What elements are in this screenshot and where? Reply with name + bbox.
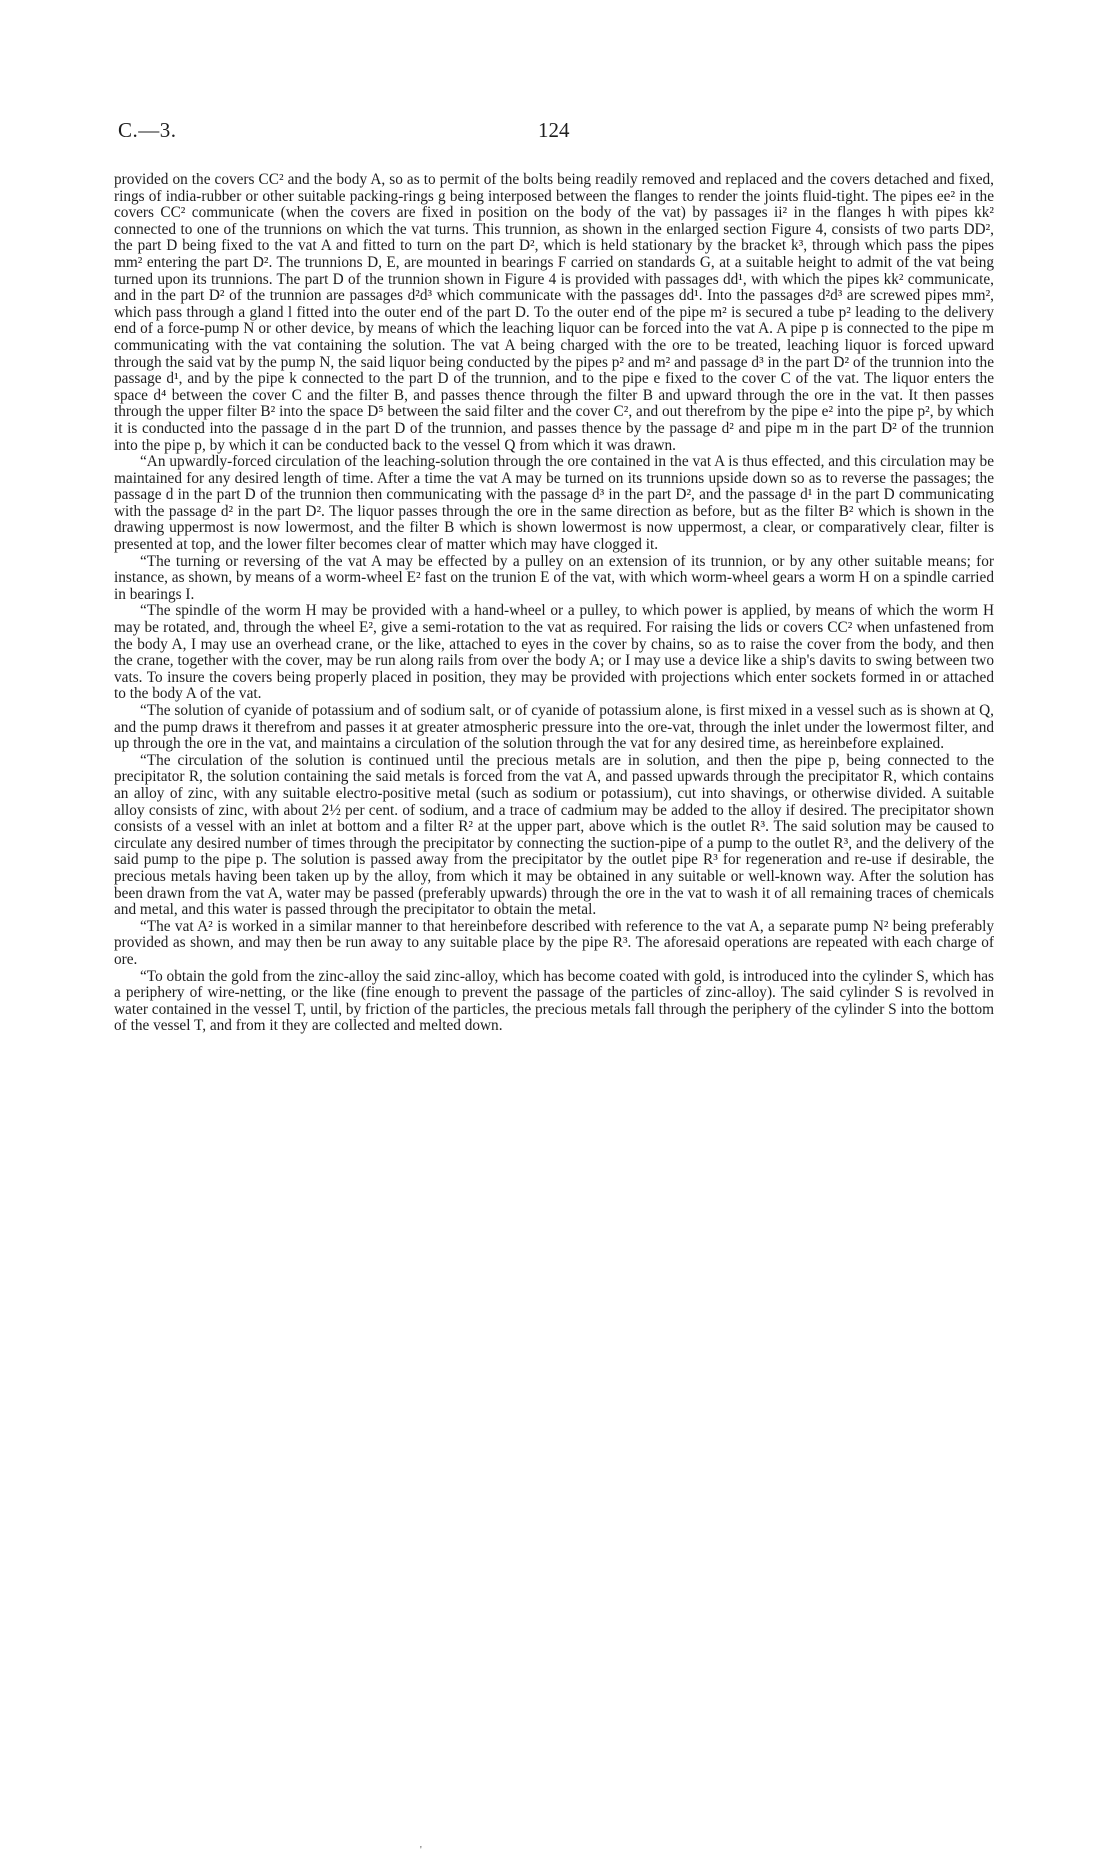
page-header <box>118 118 998 148</box>
paragraph-7: “The vat A² is worked in a similar manner to that hereinbefore described with reference to the vat A, a separate pump N² being preferably provided as shown, and may then be run away to any suitable place by the pipe R³. The aforesaid operations are repeated with each charge of ore. <box>114 917 994 968</box>
paragraph-3: “The turning or reversing of the vat A may be effected by a pulley on an extension of its trunnion, or by any other suitable means; for instance, as shown, by means of a worm-wheel E² fast on the trunion E of the vat, with which worm-wheel gears a worm H on a spindle carried in bearings I. <box>114 552 994 603</box>
paragraph-8: “To obtain the gold from the zinc-alloy the said zinc-alloy, which has become coated with gold, is introduced into the cylinder S, which has a periphery of wire-netting, or the like (fine enough to prevent the passage of the particles of zinc-alloy). The said cylinder S is revolved in water contained in the vessel T, until, by friction of the particles, the precious metals fall through the periphery of the cylinder S into the bottom of the vessel T, and from it they are collected and melted down. <box>114 967 994 1035</box>
paragraph-4: “The spindle of the worm H may be provided with a hand-wheel or a pulley, to which power is applied, by means of which the worm H may be rotated, and, through the wheel E², give a semi-rotation to the vat as required. For raising the lids or covers CC² when unfastened from the body A, I may use an overhead crane, or the like, attached to eyes in the cover by chains, so as to raise the cover from the body, and then the crane, together with the cover, may be run along rails from over the body A; or I may use a device like a ship's davits to swing between two vats. To insure the covers being properly placed in position, they may be provided with projections which enter sockets formed in or attached to the body A of the vat. <box>114 602 994 703</box>
page-body <box>114 172 994 1035</box>
page-number: 124 <box>538 118 570 142</box>
printer-mark: ' <box>420 1845 422 1856</box>
paragraph-1: provided on the covers CC² and the body A, so as to permit of the bolts being readily removed and replaced and the covers detached and fixed, rings of india-rubber or other suitable packing-rings g being interposed between the flanges to render the joints fluid-tight. The pipes ee² in the covers CC² communicate (when the covers are fixed in position on the body of the vat) by passages ii² in the flanges h with pipes kk² connected to one of the trunnions on which the vat turns. This trunnion, as shown in the enlarged section Figure 4, consists of two parts DD², the part D being fixed to the vat A and fitted to turn on the part D², which is held stationary by the bracket k³, through which pass the pipes mm² entering the part D². The trunnions D, E, are mounted in bearings F carried on standards G, at a suitable height to admit of the vat being turned upon its trunnions. The part D of the trunnion shown in Figure 4 is provided with passages dd¹, with which the pipes kk² communicate, and in the part D² of the trunnion are passages d²d³ which communicate with the passages dd¹. Into the passages d²d³ are screwed pipes mm², which pass through a gland l fitted into the outer end of the part D. To the outer end of the pipe m² is secured a tube p² leading to the delivery end of a force-pump N or other device, by means of which the leaching liquor can be forced into the vat A. A pipe p is connected to the pipe m communicating with the vat containing the solution. The vat A being charged with the ore to be treated, leaching liquor is forced upward through the said vat by the pump N, the said liquor being conducted by the pipes p² and m² and passage d³ in the part D² of the trunnion into the passage d¹, and by the pipe k connected to the part D of the trunnion, and to the pipe e fixed to the cover C of the vat. The liquor enters the space d⁴ between the cover C and the filter B, and passes thence through the filter B and upward through the ore in the vat. It then passes through the upper filter B² into the space D⁵ between the said filter and the cover C², and out therefrom by the pipe e² into the pipe p², by which it is conducted into the passage d in the part D of the trunnion, and passes thence by the passage d² and pipe m in the part D² of the trunnion into the pipe p, by which it can be conducted back to the vessel Q from which it was drawn. <box>114 171 994 454</box>
paragraph-2: “An upwardly-forced circulation of the leaching-solution through the ore contained in the vat A is thus effected, and this circulation may be maintained for any desired length of time. After a time the vat A may be turned on its trunnions upside down so as to reverse the passages; the passage d in the part D of the trunnion then communicating with the passage d³ in the part D², and the passage d¹ in the part D communicating with the passage d² in the part D². The liquor passes through the ore in the same direction as before, but as the filter B² which is shown in the drawing uppermost is now lowermost, and the filter B which is shown lowermost is now uppermost, a clear, or comparatively clear, filter is presented at top, and the lower filter becomes clear of matter which may have clogged it. <box>114 453 994 554</box>
document-reference: C.—3. <box>118 118 177 142</box>
paragraph-5: “The solution of cyanide of potassium and of sodium salt, or of cyanide of potassium alone, is first mixed in a vessel such as is shown at Q, and the pump draws it therefrom and passes it at greater atmospheric pressure into the ore-vat, through the inlet under the lowermost filter, and up through the ore in the vat, and maintains a circulation of the solution through the vat for any desired time, as hereinbefore explained. <box>114 702 994 753</box>
paragraph-6: “The circulation of the solution is continued until the precious metals are in solution, and then the pipe p, being connected to the precipitator R, the solution containing the said metals is forced from the vat A, and passed upwards through the precipitator R, which contains an alloy of zinc, with any suitable electro-positive metal (such as sodium or potassium), cut into shavings, or otherwise divided. A suitable alloy consists of zinc, with about 2½ per cent. of sodium, and a trace of cadmium may be added to the alloy if desired. The precipitator shown consists of a vessel with an inlet at bottom and a filter R² at the upper part, above which is the outlet R³. The said solution may be caused to circulate any desired number of times through the precipitator by connecting the suction-pipe of a pump to the outlet R³, and the delivery of the said pump to the pipe p. The solution is passed away from the precipitator by the outlet pipe R³ for regeneration and re-use if desirable, the precious metals having been taken up by the alloy, from which it may be obtained in any suitable or well-known way. After the solution has been drawn from the vat A, water may be passed (preferably upwards) through the ore in the vat to wash it of all remaining traces of chemicals and metal, and this water is passed through the precipitator to obtain the metal. <box>114 751 994 919</box>
